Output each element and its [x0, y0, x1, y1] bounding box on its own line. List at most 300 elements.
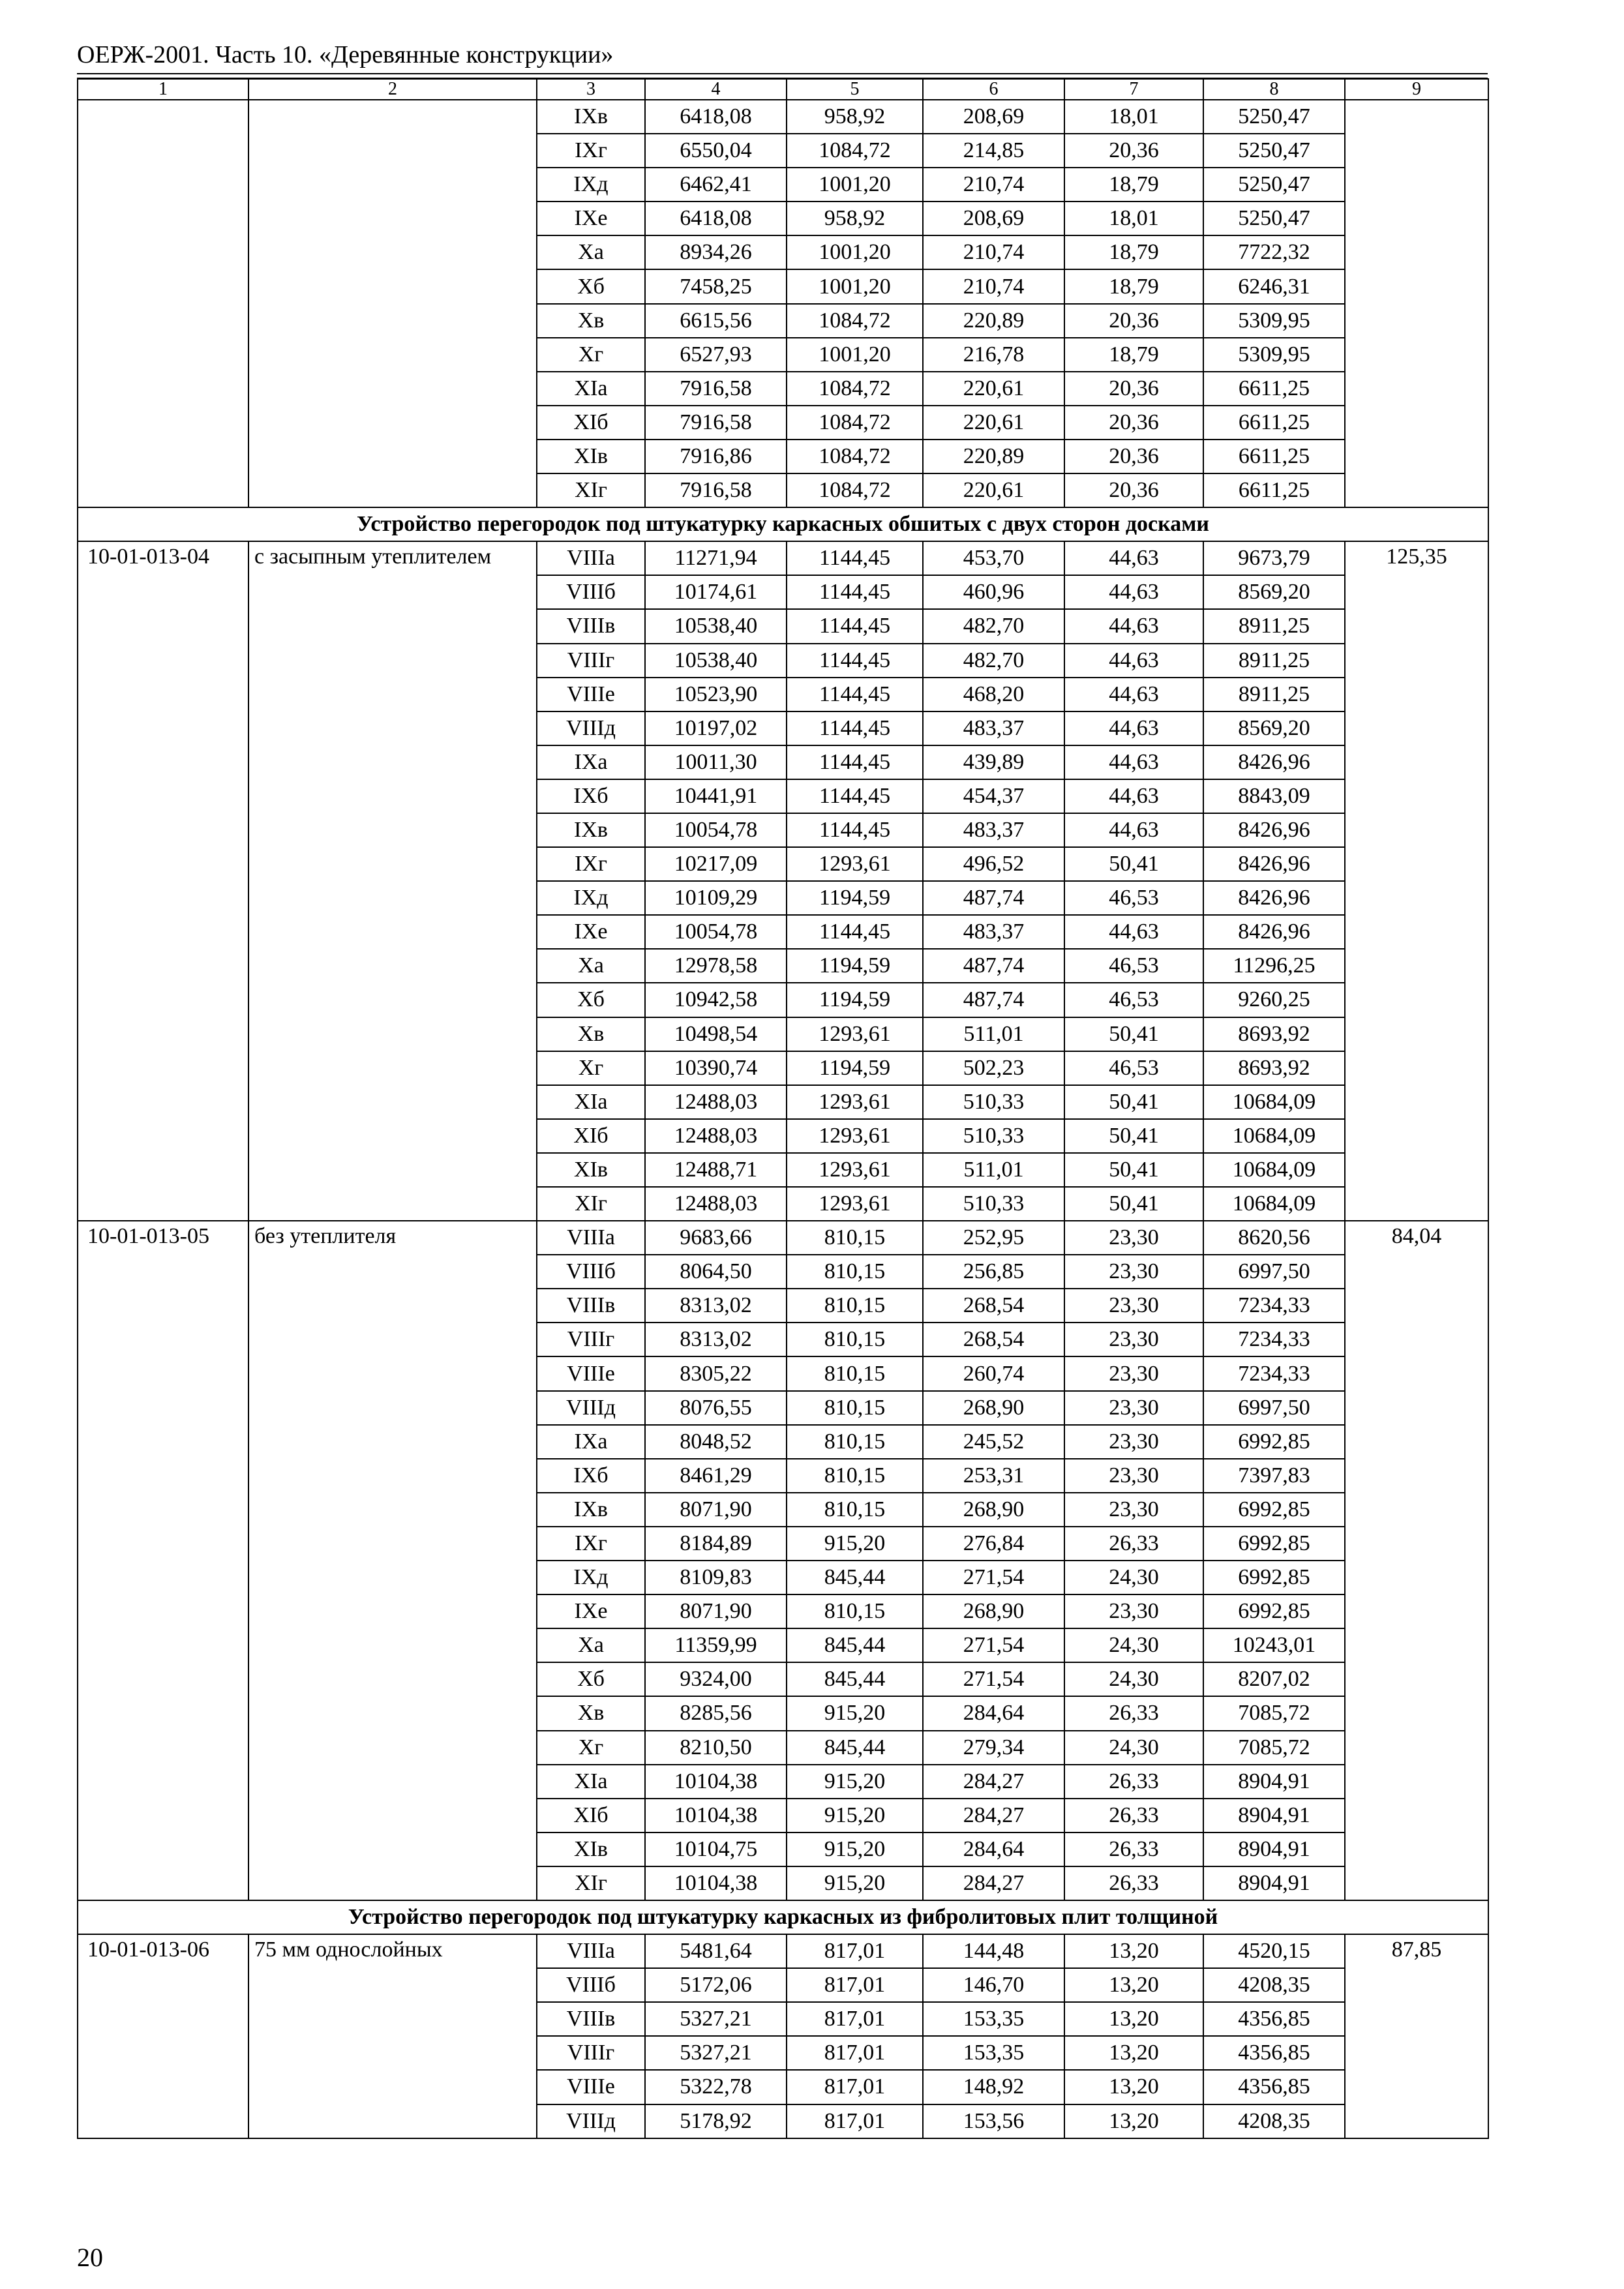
value-cell: 510,33 [923, 1187, 1064, 1221]
value-cell: 208,69 [923, 100, 1064, 134]
value-cell: 1293,61 [787, 1119, 923, 1153]
value-cell: 44,63 [1064, 609, 1203, 643]
zone-cell: IXе [537, 1594, 645, 1628]
value-cell: 220,61 [923, 372, 1064, 406]
value-cell: 20,36 [1064, 134, 1203, 168]
value-cell: 18,79 [1064, 338, 1203, 372]
zone-cell: IXд [537, 881, 645, 915]
value-cell: 46,53 [1064, 949, 1203, 983]
value-cell: 11296,25 [1203, 949, 1345, 983]
value-cell: 6615,56 [645, 304, 787, 338]
column-number-row [78, 79, 1488, 100]
value-cell: 23,30 [1064, 1289, 1203, 1323]
col9-value-cell: 125,35 [1345, 541, 1488, 1221]
column-number: 2 [248, 79, 537, 100]
value-cell: 268,90 [923, 1391, 1064, 1425]
value-cell: 915,20 [787, 1527, 923, 1561]
value-cell: 23,30 [1064, 1221, 1203, 1255]
value-cell: 817,01 [787, 2002, 923, 2036]
zone-cell: XIа [537, 1085, 645, 1119]
value-cell: 1144,45 [787, 678, 923, 711]
value-cell: 4356,85 [1203, 2070, 1345, 2104]
value-cell: 5178,92 [645, 2104, 787, 2138]
table-row [78, 1934, 1488, 1968]
value-cell: 268,54 [923, 1323, 1064, 1356]
value-cell: 845,44 [787, 1731, 923, 1765]
column-number: 3 [537, 79, 645, 100]
zone-cell: Xб [537, 1662, 645, 1696]
value-cell: 6611,25 [1203, 440, 1345, 473]
value-cell: 496,52 [923, 847, 1064, 881]
value-cell: 1084,72 [787, 473, 923, 507]
zone-cell: IXа [537, 1425, 645, 1459]
value-cell: 10684,09 [1203, 1085, 1345, 1119]
value-cell: 5327,21 [645, 2002, 787, 2036]
value-cell: 144,48 [923, 1934, 1064, 1968]
value-cell: 10217,09 [645, 847, 787, 881]
value-cell: 9683,66 [645, 1221, 787, 1255]
zone-cell: IXг [537, 1527, 645, 1561]
value-cell: 10109,29 [645, 881, 787, 915]
value-cell: 50,41 [1064, 1119, 1203, 1153]
value-cell: 10523,90 [645, 678, 787, 711]
value-cell: 8620,56 [1203, 1221, 1345, 1255]
value-cell: 220,61 [923, 406, 1064, 440]
column-number: 4 [645, 79, 787, 100]
value-cell: 9673,79 [1203, 541, 1345, 575]
value-cell: 20,36 [1064, 473, 1203, 507]
value-cell: 26,33 [1064, 1799, 1203, 1833]
value-cell: 210,74 [923, 269, 1064, 303]
zone-cell: IXв [537, 1493, 645, 1527]
value-cell: 10441,91 [645, 779, 787, 813]
table-row [78, 100, 1488, 134]
value-cell: 810,15 [787, 1425, 923, 1459]
zone-cell: Xв [537, 1696, 645, 1730]
zone-cell: VIIIв [537, 2002, 645, 2036]
zone-cell: XIв [537, 1153, 645, 1187]
value-cell: 1144,45 [787, 711, 923, 745]
section-title: Устройство перегородок под штукатурку каркасных обшитых с двух сторон досками [78, 507, 1488, 541]
value-cell: 8693,92 [1203, 1017, 1345, 1051]
value-cell: 810,15 [787, 1356, 923, 1390]
value-cell: 10538,40 [645, 609, 787, 643]
value-cell: 1084,72 [787, 440, 923, 473]
value-cell: 810,15 [787, 1459, 923, 1493]
value-cell: 1144,45 [787, 779, 923, 813]
value-cell: 1144,45 [787, 644, 923, 678]
value-cell: 483,37 [923, 711, 1064, 745]
value-cell: 5172,06 [645, 1968, 787, 2002]
value-cell: 44,63 [1064, 779, 1203, 813]
value-cell: 13,20 [1064, 2036, 1203, 2070]
rate-description-cell: без утеплителя [248, 1221, 537, 1900]
value-cell: 23,30 [1064, 1323, 1203, 1356]
value-cell: 50,41 [1064, 847, 1203, 881]
value-cell: 44,63 [1064, 644, 1203, 678]
value-cell: 11359,99 [645, 1628, 787, 1662]
value-cell: 510,33 [923, 1119, 1064, 1153]
zone-cell: Xб [537, 269, 645, 303]
value-cell: 1194,59 [787, 1051, 923, 1085]
value-cell: 6997,50 [1203, 1255, 1345, 1289]
value-cell: 11271,94 [645, 541, 787, 575]
value-cell: 7234,33 [1203, 1289, 1345, 1323]
zone-cell: Xг [537, 1051, 645, 1085]
value-cell: 8904,91 [1203, 1765, 1345, 1799]
value-cell: 18,79 [1064, 235, 1203, 269]
value-cell: 210,74 [923, 235, 1064, 269]
value-cell: 1293,61 [787, 1085, 923, 1119]
value-cell: 10684,09 [1203, 1119, 1345, 1153]
value-cell: 7085,72 [1203, 1731, 1345, 1765]
value-cell: 26,33 [1064, 1833, 1203, 1866]
rate-description-cell: 75 мм однослойных [248, 1934, 537, 2138]
value-cell: 8904,91 [1203, 1833, 1345, 1866]
value-cell: 50,41 [1064, 1187, 1203, 1221]
header-rule-top [77, 73, 1488, 74]
value-cell: 8426,96 [1203, 847, 1345, 881]
value-cell: 8911,25 [1203, 678, 1345, 711]
value-cell: 12488,03 [645, 1187, 787, 1221]
zone-cell: XIб [537, 1799, 645, 1833]
value-cell: 460,96 [923, 575, 1064, 609]
zone-cell: VIIIа [537, 1221, 645, 1255]
value-cell: 8071,90 [645, 1594, 787, 1628]
value-cell: 260,74 [923, 1356, 1064, 1390]
value-cell: 8210,50 [645, 1731, 787, 1765]
value-cell: 23,30 [1064, 1425, 1203, 1459]
value-cell: 20,36 [1064, 372, 1203, 406]
zone-cell: XIг [537, 1866, 645, 1900]
value-cell: 26,33 [1064, 1866, 1203, 1900]
value-cell: 8109,83 [645, 1561, 787, 1594]
value-cell: 482,70 [923, 609, 1064, 643]
value-cell: 6418,08 [645, 202, 787, 235]
value-cell: 279,34 [923, 1731, 1064, 1765]
value-cell: 8285,56 [645, 1696, 787, 1730]
value-cell: 8064,50 [645, 1255, 787, 1289]
value-cell: 10538,40 [645, 644, 787, 678]
value-cell: 50,41 [1064, 1153, 1203, 1187]
value-cell: 1001,20 [787, 269, 923, 303]
value-cell: 8911,25 [1203, 609, 1345, 643]
zone-cell: Xа [537, 235, 645, 269]
page-number: 20 [77, 2243, 103, 2272]
value-cell: 1293,61 [787, 1153, 923, 1187]
value-cell: 8461,29 [645, 1459, 787, 1493]
value-cell: 958,92 [787, 100, 923, 134]
value-cell: 24,30 [1064, 1731, 1203, 1765]
value-cell: 482,70 [923, 644, 1064, 678]
value-cell: 487,74 [923, 949, 1064, 983]
value-cell: 8904,91 [1203, 1866, 1345, 1900]
zone-cell: VIIIд [537, 2104, 645, 2138]
value-cell: 7234,33 [1203, 1356, 1345, 1390]
value-cell: 6992,85 [1203, 1493, 1345, 1527]
value-cell: 5250,47 [1203, 168, 1345, 202]
value-cell: 8305,22 [645, 1356, 787, 1390]
value-cell: 6611,25 [1203, 372, 1345, 406]
value-cell: 7085,72 [1203, 1696, 1345, 1730]
zone-cell: Xг [537, 338, 645, 372]
value-cell: 6462,41 [645, 168, 787, 202]
value-cell: 1293,61 [787, 1187, 923, 1221]
value-cell: 13,20 [1064, 2104, 1203, 2138]
value-cell: 1194,59 [787, 881, 923, 915]
value-cell: 6550,04 [645, 134, 787, 168]
value-cell: 220,89 [923, 304, 1064, 338]
column-number: 9 [1345, 79, 1488, 100]
value-cell: 8569,20 [1203, 711, 1345, 745]
value-cell: 5309,95 [1203, 338, 1345, 372]
value-cell: 44,63 [1064, 813, 1203, 847]
value-cell: 284,64 [923, 1696, 1064, 1730]
value-cell: 284,27 [923, 1866, 1064, 1900]
value-cell: 810,15 [787, 1391, 923, 1425]
zone-cell: IXе [537, 202, 645, 235]
value-cell: 18,01 [1064, 202, 1203, 235]
value-cell: 153,56 [923, 2104, 1064, 2138]
value-cell: 5322,78 [645, 2070, 787, 2104]
value-cell: 1194,59 [787, 949, 923, 983]
value-cell: 1144,45 [787, 609, 923, 643]
value-cell: 146,70 [923, 1968, 1064, 2002]
value-cell: 18,79 [1064, 269, 1203, 303]
value-cell: 8693,92 [1203, 1051, 1345, 1085]
value-cell: 7916,58 [645, 406, 787, 440]
value-cell: 487,74 [923, 881, 1064, 915]
value-cell: 44,63 [1064, 711, 1203, 745]
zone-cell: Xг [537, 1731, 645, 1765]
value-cell: 10684,09 [1203, 1153, 1345, 1187]
value-cell: 4208,35 [1203, 2104, 1345, 2138]
value-cell: 817,01 [787, 2036, 923, 2070]
value-cell: 7234,33 [1203, 1323, 1345, 1356]
value-cell: 268,90 [923, 1594, 1064, 1628]
value-cell: 268,54 [923, 1289, 1064, 1323]
zone-cell: IXг [537, 134, 645, 168]
value-cell: 12978,58 [645, 949, 787, 983]
value-cell: 284,27 [923, 1765, 1064, 1799]
value-cell: 153,35 [923, 2036, 1064, 2070]
col9-value-cell [1345, 100, 1488, 507]
value-cell: 483,37 [923, 813, 1064, 847]
value-cell: 10104,38 [645, 1866, 787, 1900]
value-cell: 23,30 [1064, 1255, 1203, 1289]
value-cell: 8071,90 [645, 1493, 787, 1527]
rate-description-cell [248, 100, 537, 507]
zone-cell: IXг [537, 847, 645, 881]
value-cell: 8048,52 [645, 1425, 787, 1459]
value-cell: 23,30 [1064, 1594, 1203, 1628]
zone-cell: XIб [537, 406, 645, 440]
zone-cell: VIIIд [537, 711, 645, 745]
zone-cell: Xа [537, 949, 645, 983]
value-cell: 24,30 [1064, 1628, 1203, 1662]
value-cell: 8184,89 [645, 1527, 787, 1561]
value-cell: 6246,31 [1203, 269, 1345, 303]
value-cell: 44,63 [1064, 678, 1203, 711]
value-cell: 13,20 [1064, 2002, 1203, 2036]
value-cell: 511,01 [923, 1017, 1064, 1051]
value-cell: 6418,08 [645, 100, 787, 134]
value-cell: 10498,54 [645, 1017, 787, 1051]
value-cell: 915,20 [787, 1833, 923, 1866]
value-cell: 26,33 [1064, 1527, 1203, 1561]
value-cell: 12488,71 [645, 1153, 787, 1187]
value-cell: 1001,20 [787, 235, 923, 269]
value-cell: 10054,78 [645, 813, 787, 847]
zone-cell: XIв [537, 440, 645, 473]
value-cell: 220,61 [923, 473, 1064, 507]
value-cell: 483,37 [923, 915, 1064, 949]
value-cell: 10104,38 [645, 1799, 787, 1833]
zone-cell: VIIIг [537, 1323, 645, 1356]
value-cell: 8843,09 [1203, 779, 1345, 813]
rate-code-cell: 10-01-013-05 [78, 1221, 248, 1900]
rate-description-cell: с засыпным утеплителем [248, 541, 537, 1221]
value-cell: 5250,47 [1203, 202, 1345, 235]
value-cell: 1001,20 [787, 168, 923, 202]
value-cell: 44,63 [1064, 915, 1203, 949]
value-cell: 915,20 [787, 1866, 923, 1900]
value-cell: 7722,32 [1203, 235, 1345, 269]
value-cell: 46,53 [1064, 983, 1203, 1017]
value-cell: 271,54 [923, 1628, 1064, 1662]
value-cell: 8569,20 [1203, 575, 1345, 609]
value-cell: 10011,30 [645, 745, 787, 779]
value-cell: 6992,85 [1203, 1425, 1345, 1459]
value-cell: 5327,21 [645, 2036, 787, 2070]
value-cell: 153,35 [923, 2002, 1064, 2036]
value-cell: 24,30 [1064, 1662, 1203, 1696]
zone-cell: VIIIб [537, 1968, 645, 2002]
value-cell: 1084,72 [787, 372, 923, 406]
value-cell: 252,95 [923, 1221, 1064, 1255]
zone-cell: VIIIе [537, 1356, 645, 1390]
value-cell: 9324,00 [645, 1662, 787, 1696]
value-cell: 454,37 [923, 779, 1064, 813]
value-cell: 7458,25 [645, 269, 787, 303]
value-cell: 439,89 [923, 745, 1064, 779]
value-cell: 1293,61 [787, 1017, 923, 1051]
col9-value-cell: 84,04 [1345, 1221, 1488, 1900]
value-cell: 7397,83 [1203, 1459, 1345, 1493]
zone-cell: VIIIг [537, 644, 645, 678]
value-cell: 8934,26 [645, 235, 787, 269]
zone-cell: IXе [537, 915, 645, 949]
value-cell: 1144,45 [787, 575, 923, 609]
rates-table [77, 78, 1489, 2139]
value-cell: 8911,25 [1203, 644, 1345, 678]
value-cell: 8076,55 [645, 1391, 787, 1425]
value-cell: 845,44 [787, 1662, 923, 1696]
zone-cell: XIа [537, 1765, 645, 1799]
value-cell: 44,63 [1064, 541, 1203, 575]
value-cell: 1144,45 [787, 915, 923, 949]
zone-cell: VIIIе [537, 678, 645, 711]
value-cell: 6992,85 [1203, 1594, 1345, 1628]
value-cell: 1084,72 [787, 304, 923, 338]
value-cell: 26,33 [1064, 1765, 1203, 1799]
value-cell: 8313,02 [645, 1289, 787, 1323]
value-cell: 10942,58 [645, 983, 787, 1017]
value-cell: 44,63 [1064, 575, 1203, 609]
zone-cell: IXв [537, 100, 645, 134]
value-cell: 23,30 [1064, 1356, 1203, 1390]
value-cell: 8904,91 [1203, 1799, 1345, 1833]
value-cell: 5309,95 [1203, 304, 1345, 338]
value-cell: 23,30 [1064, 1459, 1203, 1493]
value-cell: 7916,58 [645, 372, 787, 406]
value-cell: 8426,96 [1203, 881, 1345, 915]
zone-cell: VIIIв [537, 609, 645, 643]
value-cell: 453,70 [923, 541, 1064, 575]
column-number: 8 [1203, 79, 1345, 100]
value-cell: 1144,45 [787, 745, 923, 779]
value-cell: 845,44 [787, 1628, 923, 1662]
value-cell: 1194,59 [787, 983, 923, 1017]
zone-cell: IXа [537, 745, 645, 779]
value-cell: 915,20 [787, 1696, 923, 1730]
rate-code-cell: 10-01-013-04 [78, 541, 248, 1221]
value-cell: 10684,09 [1203, 1187, 1345, 1221]
value-cell: 8207,02 [1203, 1662, 1345, 1696]
rate-code-cell [78, 100, 248, 507]
value-cell: 958,92 [787, 202, 923, 235]
value-cell: 18,79 [1064, 168, 1203, 202]
rate-code-cell: 10-01-013-06 [78, 1934, 248, 2138]
value-cell: 253,31 [923, 1459, 1064, 1493]
value-cell: 46,53 [1064, 881, 1203, 915]
value-cell: 7916,86 [645, 440, 787, 473]
value-cell: 216,78 [923, 338, 1064, 372]
zone-cell: VIIIб [537, 1255, 645, 1289]
value-cell: 468,20 [923, 678, 1064, 711]
value-cell: 23,30 [1064, 1493, 1203, 1527]
table-body [78, 79, 1488, 2138]
zone-cell: IXв [537, 813, 645, 847]
value-cell: 23,30 [1064, 1391, 1203, 1425]
value-cell: 10174,61 [645, 575, 787, 609]
value-cell: 8426,96 [1203, 813, 1345, 847]
column-number: 5 [787, 79, 923, 100]
value-cell: 12488,03 [645, 1119, 787, 1153]
value-cell: 245,52 [923, 1425, 1064, 1459]
value-cell: 810,15 [787, 1289, 923, 1323]
zone-cell: VIIIб [537, 575, 645, 609]
value-cell: 511,01 [923, 1153, 1064, 1187]
zone-cell: VIIIа [537, 1934, 645, 1968]
value-cell: 810,15 [787, 1493, 923, 1527]
value-cell: 256,85 [923, 1255, 1064, 1289]
zone-cell: Xв [537, 304, 645, 338]
page-header-title: ОЕРЖ-2001. Часть 10. «Деревянные конструкции» [77, 41, 614, 68]
zone-cell: IXд [537, 1561, 645, 1594]
value-cell: 8426,96 [1203, 745, 1345, 779]
zone-cell: Xв [537, 1017, 645, 1051]
value-cell: 810,15 [787, 1221, 923, 1255]
zone-cell: XIб [537, 1119, 645, 1153]
zone-cell: VIIIа [537, 541, 645, 575]
section-title-row [78, 1900, 1488, 1934]
value-cell: 6992,85 [1203, 1561, 1345, 1594]
value-cell: 50,41 [1064, 1085, 1203, 1119]
value-cell: 4356,85 [1203, 2002, 1345, 2036]
value-cell: 6611,25 [1203, 473, 1345, 507]
value-cell: 12488,03 [645, 1085, 787, 1119]
